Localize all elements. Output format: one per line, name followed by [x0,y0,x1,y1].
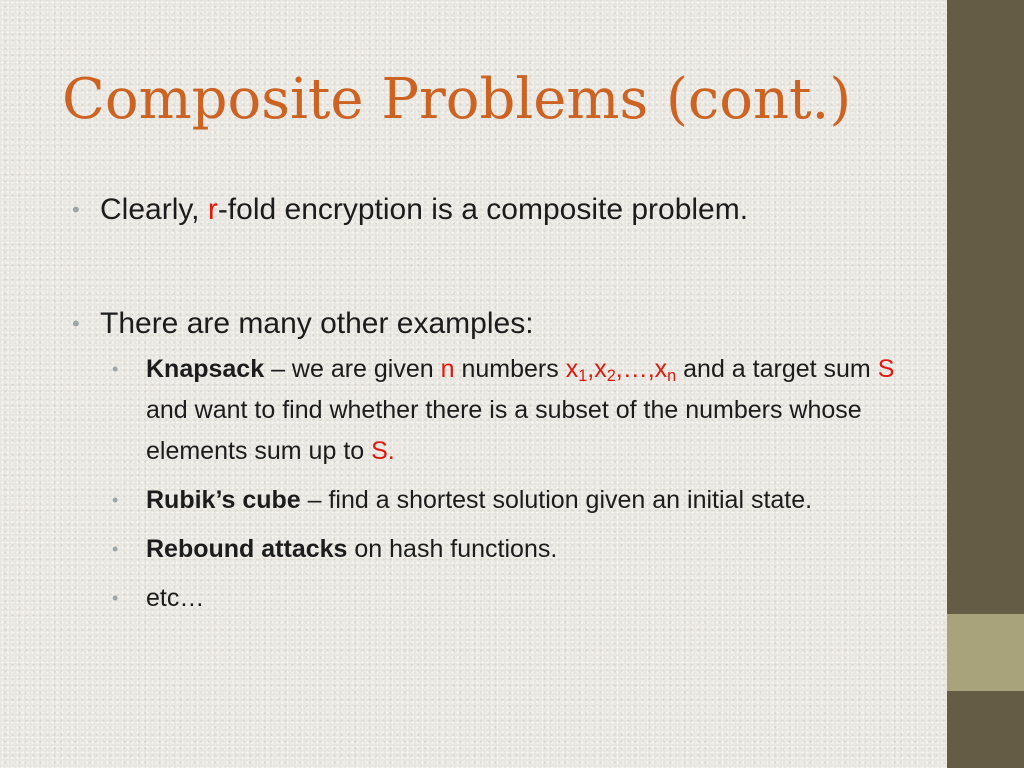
slide-title: Composite Problems (cont.) [62,67,852,132]
slide-body [72,185,922,627]
rubiks-text: – find a shortest solution given an initial state. [300,486,813,514]
sub-bullet-list [112,349,922,619]
side-bar-accent [947,614,1024,691]
sub-bullet-dot-icon: • [112,588,119,608]
knapsack-sub-1: 1 [578,367,588,386]
bullet-2-text: There are many other examples: [100,307,534,340]
sub-bullet-dot-icon: • [112,359,119,379]
sub-bullet-rubiks-cube [112,480,922,521]
knapsack-text-2: numbers [454,355,566,383]
knapsack-comma-1: , [587,355,595,383]
bullet-1-text-after: -fold encryption is a composite problem. [217,193,749,226]
bullet-dot-icon: • [72,197,80,222]
sub-bullet-rebound-attacks [112,529,922,570]
etc-text: etc… [146,584,205,612]
knapsack-comma-2: ,…, [615,355,655,383]
bullet-item-1 [72,185,922,235]
knapsack-S-end: S. [371,437,395,465]
rebound-text: on hash functions. [347,535,558,563]
knapsack-text-1: – we are given [264,355,441,383]
knapsack-n: n [440,355,455,383]
knapsack-S: S [877,355,895,383]
knapsack-x2: x [594,355,607,383]
sub-bullet-dot-icon: • [112,539,119,559]
knapsack-sub-2: 2 [606,367,616,386]
knapsack-sequence [565,355,677,386]
knapsack-xn: x [654,355,668,383]
knapsack-sub-n: n [667,367,677,386]
rubiks-term: Rubik’s cube [146,486,301,514]
knapsack-text-3: and a target sum [676,355,878,383]
sub-bullet-dot-icon: • [112,490,119,510]
bullet-item-2 [72,299,922,349]
knapsack-x1: x [565,355,579,383]
sub-bullet-etc [112,578,922,619]
sub-bullet-knapsack [112,349,922,472]
bullet-1-highlight: r [207,193,218,226]
knapsack-text-4: and want to find whether there is a subset of the numbers whose elements sum up to [146,396,862,465]
knapsack-term: Knapsack [146,355,265,383]
bullet-1-text-before: Clearly, [100,193,208,226]
bullet-dot-icon: • [72,311,80,336]
rebound-term: Rebound attacks [146,535,348,563]
